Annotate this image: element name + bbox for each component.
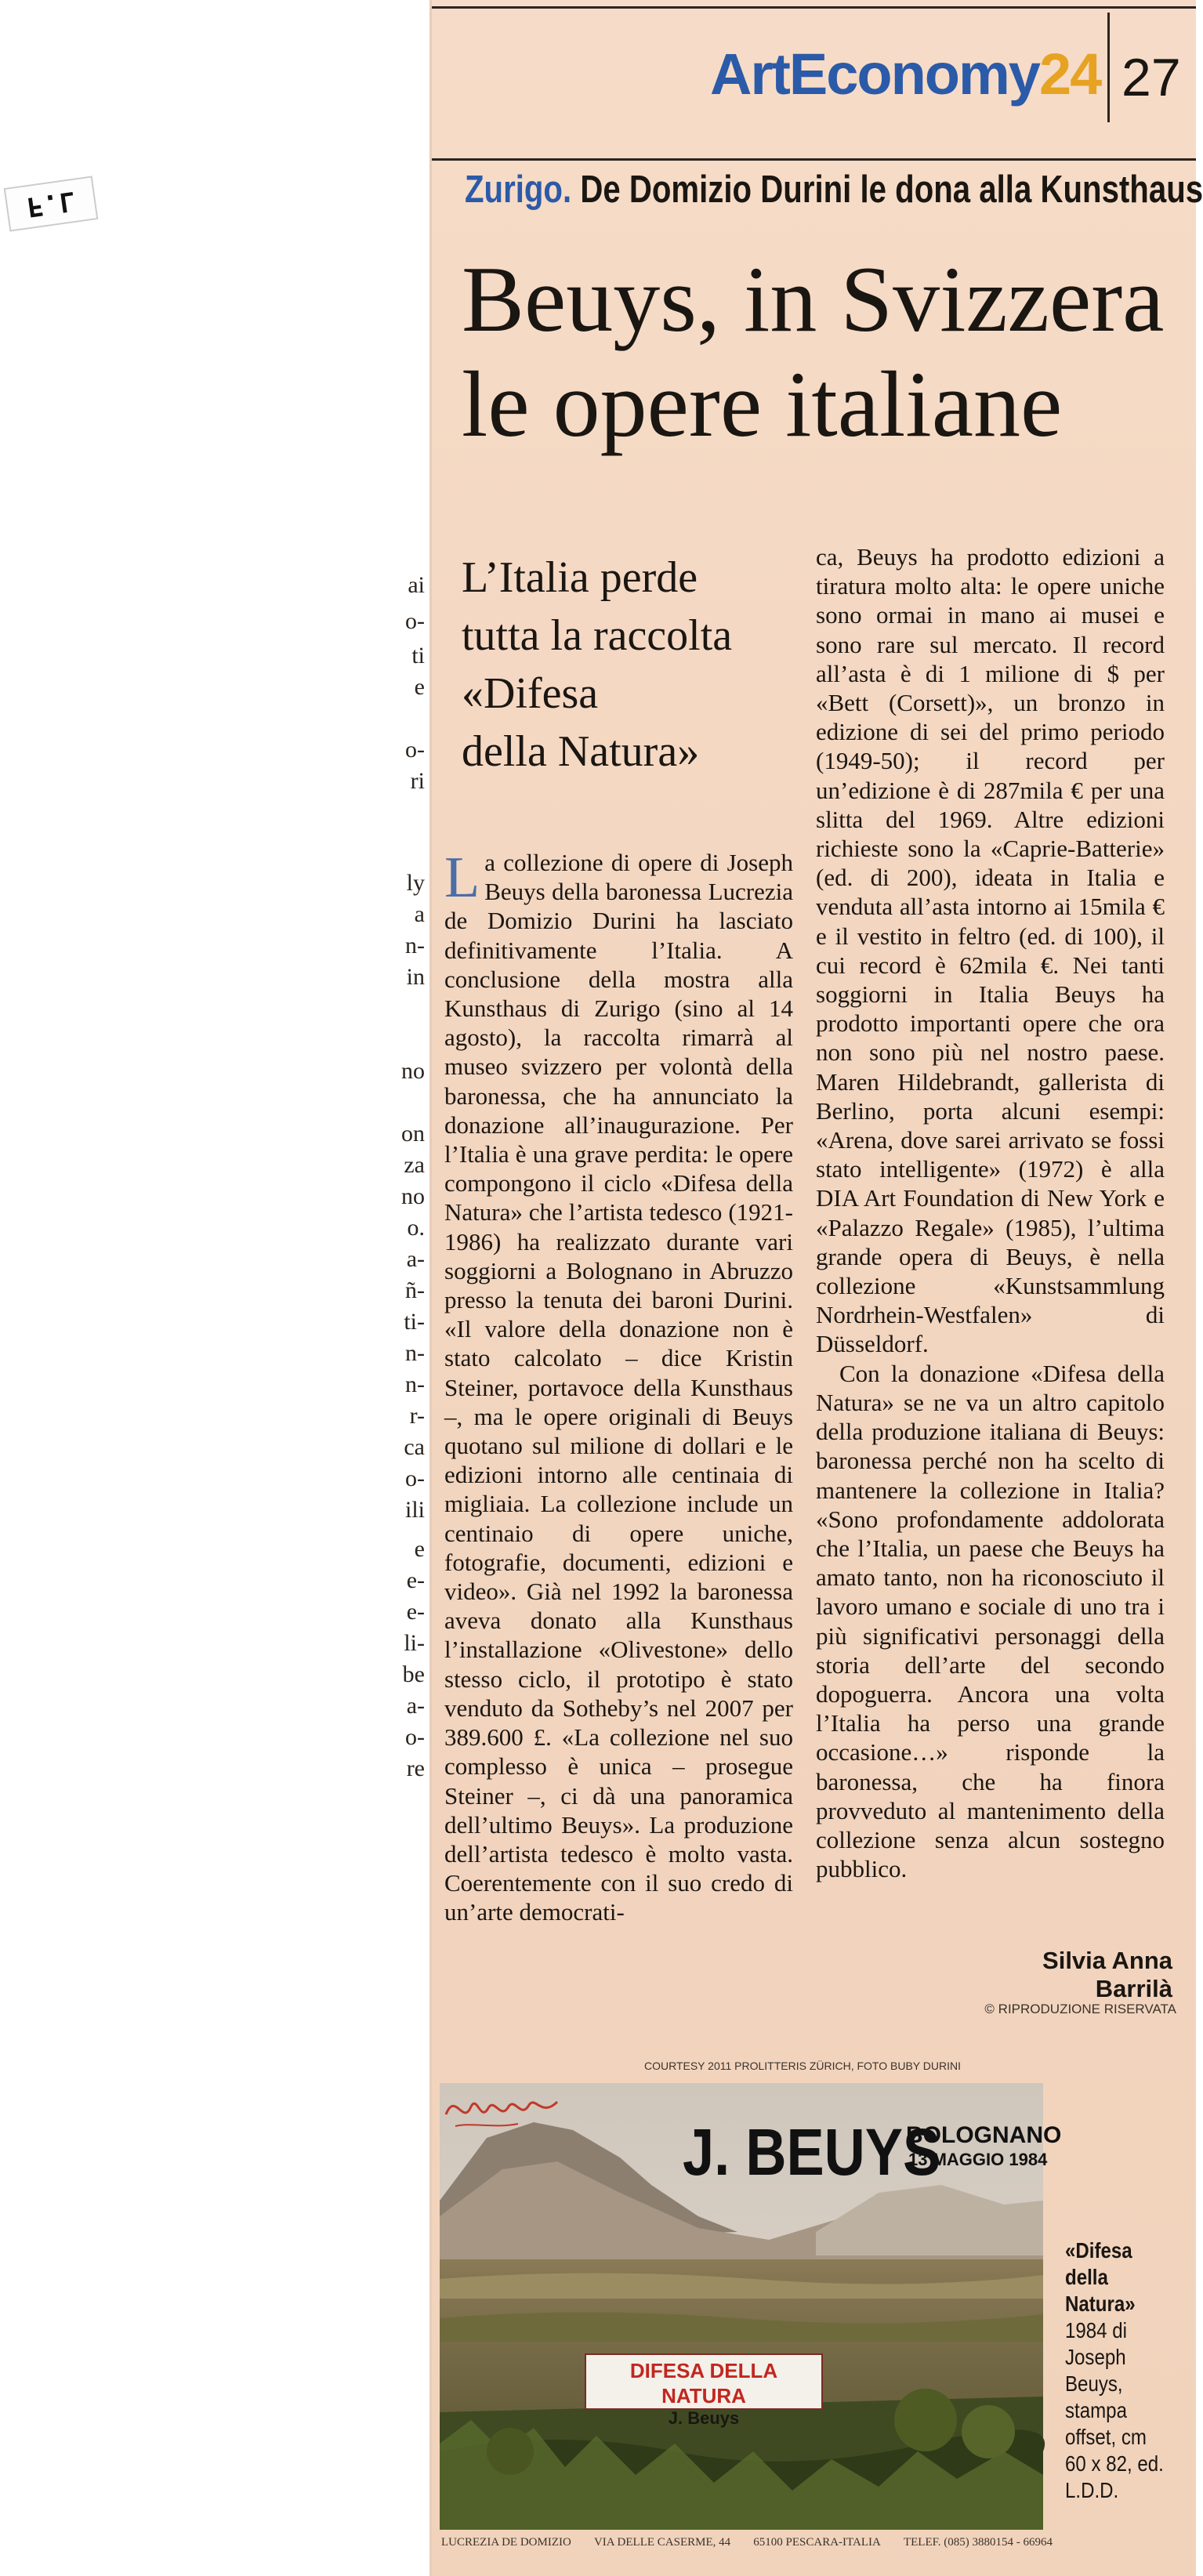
poster-title: J. BEUYS [683, 2115, 941, 2189]
cut-text-fragment: r- [409, 1403, 425, 1429]
cut-text-fragment: a [414, 901, 425, 927]
margin-stamp-text: F.L [24, 184, 78, 223]
cut-text-fragment: no [401, 1058, 425, 1084]
cut-text-fragment: a- [406, 1246, 425, 1272]
poster-banner [585, 2353, 823, 2428]
kicker-place: Zurigo. [465, 168, 572, 211]
cut-text-fragment: o- [405, 1466, 425, 1491]
cut-text-fragment: n- [405, 1340, 425, 1366]
image-caption [1065, 2237, 1166, 2504]
cut-text-fragment: n- [405, 1371, 425, 1397]
cut-text-fragment: e [414, 1536, 425, 1562]
cut-text-fragment: ti [411, 643, 425, 668]
cut-text-fragment: ai [408, 572, 425, 598]
top-rule [432, 6, 1196, 9]
cut-text-fragment: e [414, 674, 425, 700]
cut-text-fragment: on [401, 1121, 425, 1147]
article-column-right [816, 542, 1165, 1883]
cut-text-fragment: o- [405, 608, 425, 634]
banner-title: DIFESA DELLA NATURA [629, 2359, 778, 2408]
caption-title: «Difesa della Natura» [1065, 2238, 1136, 2316]
banner-artist: J. Beuys [668, 2408, 740, 2428]
handwritten-signature [440, 2083, 565, 2138]
masthead-brand-number: 24 [1038, 42, 1101, 107]
cut-text-fragment: ñ- [405, 1277, 425, 1303]
cut-text-fragment: in [406, 964, 425, 990]
subhead-line-4: della Natura» [462, 727, 700, 776]
kicker-text: De Domizio Durini le dona alla Kunsthaus [580, 168, 1203, 211]
photo-credit: COURTESY 2011 PROLITTERIS ZÜRICH, FOTO BUBY DURINI [643, 2060, 961, 2072]
left-margin [0, 0, 429, 2576]
cut-text-fragment: e- [406, 1599, 425, 1625]
headline [462, 247, 1190, 457]
article-paragraph: ca, Beuys ha prodotto edizioni a tiratura molto alta: le opere uniche sono ormai in mano ai musei e sono rare sul mercato. Il record all’asta è di 1 milione di $ per «Bett (Corsett)», un bronzo in edizione di sei del primo periodo (1949-50); il record per un’edizione è di 287mila € per una slitta del 1969. Altre edizioni richieste sono la «Caprie-Batterie» (ed. di 200), ideata in Italia e venduta all’asta intorno ai 15mila € e il vestito in feltro (ed. di 100), il cui record è 62mila €. Nei tanti soggiorni in Italia Beuys ha prodotto importanti opere che ora non sono più nel nostro paese. Maren Hildebrandt, gallerista di Berlino, porta alcuni esempi: «Arena, dove sarei arrivato se fossi stato intelligente» (1972) è alla DIA Art Foundation di New York e «Palazzo Regale» (1985), l’ultima grande opera di Beuys, è nella collezione «Kunstsammlung Nordrhein-Westfalen» di Düsseldorf. [816, 543, 1165, 1358]
subhead-line-3: «Difesa [462, 669, 599, 718]
masthead-divider [1107, 13, 1110, 122]
cut-text-fragment: be [402, 1661, 425, 1687]
cut-text-fragment: ca [404, 1434, 425, 1460]
byline: Silvia Anna Barrilà [1042, 1947, 1172, 2002]
cut-text-fragment: e- [406, 1567, 425, 1593]
cut-text-fragment: ti- [404, 1309, 425, 1335]
poster-footer-item: VIA DELLE CASERME, 44 [593, 2536, 731, 2549]
newspaper-page [429, 0, 1203, 2576]
cut-text-fragment: re [406, 1755, 425, 1781]
article-column-left [444, 848, 793, 1927]
poster-date: 13 MAGGIO 1984 [908, 2150, 1048, 2169]
subheadline [462, 549, 799, 781]
subhead-line-2: tutta la raccolta [462, 611, 733, 660]
headline-line-1: Beuys, in Svizzera [462, 247, 1165, 351]
masthead-brand: ArtEconomy [710, 42, 1039, 107]
cut-text-fragment: ri [410, 768, 425, 794]
headline-line-2: le opere italiane [462, 352, 1063, 456]
poster-photo [440, 2083, 1062, 2530]
cut-text-fragment: ili [404, 1497, 425, 1523]
section-masthead [710, 41, 1101, 107]
cut-text-fragment: li- [404, 1630, 425, 1656]
kicker [465, 168, 1203, 212]
poster-footer [441, 2536, 1053, 2549]
subhead-line-1: L’Italia perde [462, 553, 698, 602]
cut-text-fragment: no [401, 1183, 425, 1209]
margin-stamp [4, 176, 99, 231]
cut-text-fragment: o- [405, 1724, 425, 1750]
cut-text-fragment: a- [406, 1693, 425, 1719]
poster-footer-item: 65100 PESCARA-ITALIA [753, 2536, 881, 2549]
poster-footer-item: TELEF. (085) 3880154 - 66964 [903, 2536, 1053, 2549]
cut-text-fragment: ly [406, 870, 425, 896]
cut-text-fragment: o- [405, 737, 425, 763]
page-number: 27 [1121, 48, 1181, 107]
poster-footer-item: LUCREZIA DE DOMIZIO [441, 2536, 571, 2549]
cut-text-fragment: o. [407, 1215, 425, 1241]
article-paragraph: Con la donazione «Difesa della Natura» se ne va un altro capitolo della produzione italiana di Beuys: baronessa perché non ha scelto di mantenere la collezione in Italia? «Sono profondamente addolorata che l’Italia, un paese che Beuys ha amato tanto, non ha riconosciuto il lavoro umano e sociale di uno tra i più significativi personaggi della storia dell’arte del secondo dopoguerra. Ancora una volta l’Italia ha perso una grande occasione…» risponde la baronessa, che ha finora provveduto al mantenimento della collezione senza alcun sostegno pubblico. [816, 1359, 1165, 1883]
cut-text-fragment: n- [405, 933, 425, 958]
masthead-rule [432, 158, 1196, 161]
article-paragraph: La collezione di opere di Joseph Beuys della baronessa Lucrezia de Domizio Durini ha lasciato definitivamente l’Italia. A conclusione della mostra alla Kunsthaus di Zurigo (sino al 14 agosto), la raccolta rimarrà al museo svizzero per volontà della baronessa, che ha annunciato la donazione all’inaugurazione. Per l’Italia è una grave perdita: le opere compongono il ciclo «Difesa della Natura» che l’artista tedesco (1921-1986) ha realizzato durante vari soggiorni a Bolognano in Abruzzo presso la tenuta dei baroni Durini. «Il valore della donazione non è stato calcolato – dice Kristin Steiner, portavoce della Kunsthaus –, ma le opere originali di Beuys quotano sul milione di dollari e le edizioni intorno alle centinaia di migliaia. La collezione include un centinaio di opere uniche, fotografie, documenti, edizioni e video». Già nel 1992 la baronessa aveva donato alla Kunsthaus l’installazione «Olivestone» dello stesso ciclo, il prototipo è stato venduto da Sotheby’s nel 2007 per 389.600 £. «La collezione nel suo complesso è unica – prosegue Steiner –, ci dà una panoramica dell’ultimo Beuys». La produzione dell’artista tedesco è molto vasta. Coerentemente con il suo credo di un’arte democrati- [444, 846, 793, 1926]
caption-text: 1984 di Joseph Beuys, stampa offset, cm 60 x 82, ed. L.D.D. [1065, 2318, 1164, 2502]
copyright-note: © RIPRODUZIONE RISERVATA [984, 2002, 1176, 2016]
poster-place: BOLOGNANO [906, 2122, 1062, 2148]
cut-text-fragment: za [404, 1152, 425, 1178]
